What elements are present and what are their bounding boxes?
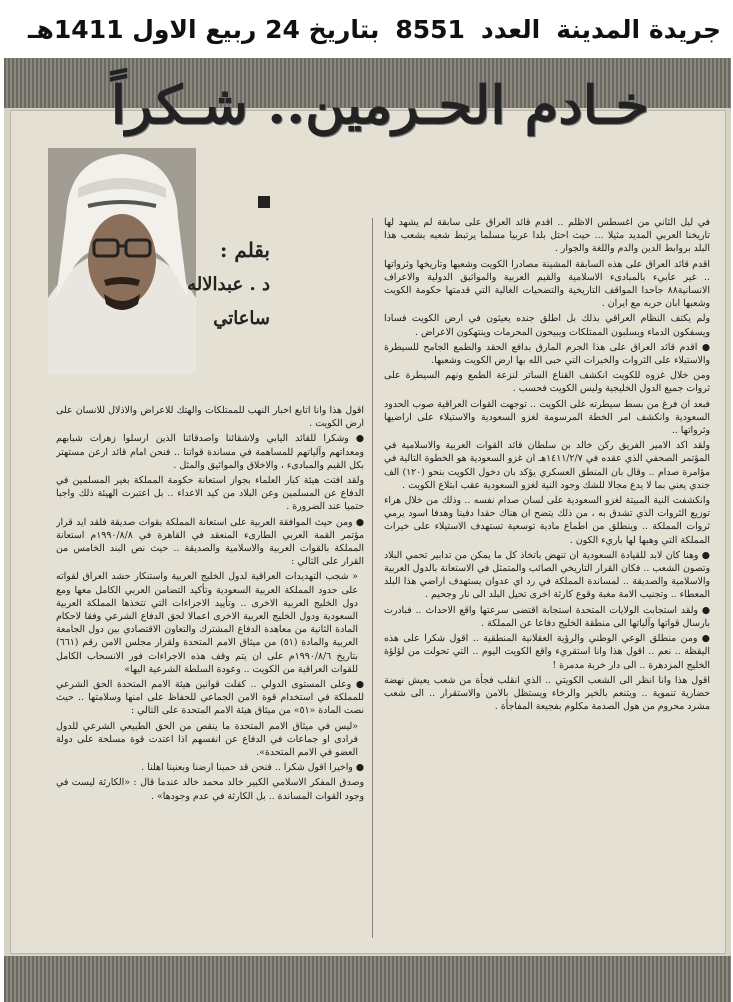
issue-label: العدد [480,14,541,44]
byline-prefix: بقلم : [220,238,270,262]
column-divider [372,218,373,938]
paragraph: ولم يكتف النظام العراقي بذلك بل اطلق جنده يعيثون في ارض الكويت فسادا ويسفكون الدماء ويسلبون الممتلكات ويبيحون المحرمات وينتهكون الاعراض . [384,313,710,338]
paragraph: في ليل الثاني من اغسطس الاظلم .. اقدم قائد العراق على سابقة لم يشهد لها تاريخنا العربي المديد مثيلا ... حيث احتل بلدا عربيا مسلما يرتبط شعبه بشعب هذا البلد بروابط الدين والدم واللغة والجوار . [384,217,710,255]
paragraph: ● وعلى المستوى الدولي .. كفلت قوانين هيئة الامم المتحدة الحق الشرعي للمملكة في استخدام قوة الامن الجماعي للحفاظ على امنها وسلامتها .. حيث نصت المادة «٥١» من ميثاق هيئة الامم المتحدة على التالي : [56,679,364,717]
author-photo [48,148,196,374]
paragraph: اقدم قائد العراق على هذه السابقة المشينة مصادرا الكويت وشعبها وتاريخها وثرواتها .. غير عابيء بالمبادىء الاسلامية والقيم العربية والمواثيق الدولية والاعراف الانسانية٨٨ جاحدا المواقف التاريخية والتضحيات الغالية التي قدمتها حكومة الكويت وشعبها ابان حربه مع ايران . [384,258,710,310]
issue-number: 8551 [395,14,465,44]
paragraph: وصدق المفكر الاسلامي الكبير خالد محمد خالد عندما قال : «الكارثة ليست في وجود القوات المساندة .. بل الكارثة في عدم وجودها» . [56,777,364,802]
paragraph: ● ولقد استجابت الولايات المتحدة استجابة اقتضى سرعتها واقع الاحداث .. فبادرت بارسال قواتها وآلياتها الى منطقة الخليج دفاعا عن المملكة . [384,604,710,629]
paragraph: ولقد اكد الامير الفريق ركن خالد بن سلطان قائد القوات العربية والاسلامية في المؤتمر الصحفي الذي عقده في ١٤١١/٢/٧هـ ان غزو السعودية هو الخطوة التالية في مؤامرة صدام .. وقال بان المنطق العسكري يؤكد بان دخول الكويت بنحو (١٢٠) الف جندي يعني بما لا يدع مجالا للشك وجود النية لغزو السعودية عقب ابتلاع الكويت . [384,440,710,491]
author-name-line1: د . عبدالاله [187,274,270,295]
paragraph: ● وشكرا للقائد اليابي ولاشقائنا واصدقائنا الذين ارسلوا زهرات شبابهم ومعداتهم وآلياتهم للمساهمة في مساندة قواتنا .. فنحن امام قائد ارعن مستهتر بكل القيم والمبادىء ، والاخلاق والمواثيق والمثل . [56,433,364,471]
paragraph: ● ومن منطلق الوعي الوطني والرؤية العقلانية المنطقية .. اقول شكرا على هذه اليقظة .. نعم .. اقول هذا وانا استقريء واقع الكويت اليوم .. التي تحولت من لؤلؤة الخليج المزدهرة .. الى دار خربة مدمرة ! [384,633,710,671]
paragraph: اقول هذا وانا انظر الى الشعب الكويتي .. الذي انقلب فجأة من شعب يعيش نهضة حضارية تنموية .. ويتنعم بالخير والرخاء ويستظل بالامن والاستقرار .. الى شعب مشرد محروم من هول الصدمة مكلوم بفجيعة المفاجأة . [384,674,710,713]
quoted-resolution: « شجب التهديدات العراقية لدول الخليج العربية واستنكار حشد العراق لقواته على حدود المملكة العربية السعودية وتأكيد التضامن العربي الكامل معها ومع دول الخليج العربية الاخرى .. وتأييد الاجراءات التي تتخذها المملكة العربية السعودية ودول الخليج العربية الاخرى اعمالا لحق الدفاع الشرعي وفقا لاحكام المادة الثانية من معاهدة الدفاع المشترك والتعاون الاقتصادي بين دول الجامعة العربية والمادة (٥١) من ميثاق الامم المتحدة ولقرار مجلس الامن رقم (٦٦١) بتاريخ ١٩٩٠/٨/٦م على ان يتم وقف هذه الاجراءات فور الانسحاب الكامل للقوات العراقية من الكويت .. وعودة السلطة الشرعية اليها» [56,571,359,675]
author-name-line2: ساعاتي [213,308,270,329]
paragraph: ● اقدم قائد العراق على هذا الجرم المارق بدافع الحقد والطمع الجامح للسيطرة والاستيلاء على الثروات والخيرات التي حبى الله بها ارض الكويت وشعبها. [384,341,710,367]
paragraph: وانكشفت النية المبيتة لغزو السعودية على لسان صدام نفسه .. وذلك من خلال هراء توزيع الثروات الذي تشدق به ، من ذلك يتضح ان هناك حقدا دفينا وهدفا اسود يرمي ثروات المملكة .. وينطلق من اطماع مادية توسعية تستهدف الاستيلاء على خيرات المملكة التي وهبها لها باريء الكون . [384,495,710,546]
quoted-charter-article: «ليس في ميثاق الامم المتحدة ما ينقص من الحق الطبيعي الشرعي للدول فرادى او جماعات في الدفاع عن انفسهم اذا اعتدت قوة مسلحة على دولة العضو في الامم المتحدة». [56,720,358,759]
paragraph: ● واخيرا اقول شكرا .. فنحن قد حمينا ارضنا وبعنينا اهلنا . [141,762,364,774]
page-header [0,0,733,58]
article-right-column [384,216,710,940]
paragraph: فبعد ان فرغ من بسط سيطرته على الكويت .. توجهت القوات العراقية صوب الحدود السعودية وانكشف امر الخطة المرسومة لغزو السعودية والاستيلاء على اراضيها وثرواتها .. [384,398,710,437]
paragraph: ولقد افتت هيئة كبار العلماء بجواز استعانة حكومة المملكة بغير المسلمين في الدفاع عن المسلمين وعن البلاد من كيد الاعداء .. بل اعتبرت الهيئة ذلك واجبا حتميا عند الضرورة . [56,475,364,513]
article-headline: خـادم الحـرمين.. شـكراً [110,75,650,136]
byline-marker-icon [258,196,270,208]
bottom-dark-band [4,956,731,1002]
byline [187,200,270,370]
paragraph: ● ومن حيث الموافقة العربية على استعانة المملكة بقوات صديقة فلقد ايد قرار مؤتمر القمة العربي الطارىء المنعقد في القاهرة في ١٩٩٠/٨/٨م استعانة المملكة بالقوات العربية والاسلامية والصديقة .. حيث نص البند الخامس من القرار على التالي : [56,516,364,568]
newspaper-name: جريدة المدينة [556,14,721,44]
paragraph: اقول هذا وانا اتابع اخبار النهب للممتلكات والهتك للاعراض والاذلال للانسان على ارض الكويت . [56,405,364,430]
paragraph: ومن خلال غزوه للكويت انكشف القناع الساتر لنزعة الطمع ونهم السيطرة على ثروات جميع الدول الخليجية وليس الكويت فحسب . [384,370,710,395]
article-left-column [56,404,364,940]
paragraph: ● وهنا كان لابد للقيادة السعودية ان تنهض باتخاذ كل ما يمكن من تدابير تحمي البلاد وتصون الشعب .. فكان القرار التاريخي الصائب والمتمثل في الاستعانة بالدول العربية والاسلامية والصديقة .. لمساندة المملكة في رد اي عدوان يستهدف اراضي هذا البلد المعطاء .. وتجنيب الامة مغبة وقوع كارثة اخرى تحيل البلد الى نار وجحيم . [384,549,710,601]
issue-date: بتاريخ 24 ربيع الاول 1411هـ [28,14,380,44]
